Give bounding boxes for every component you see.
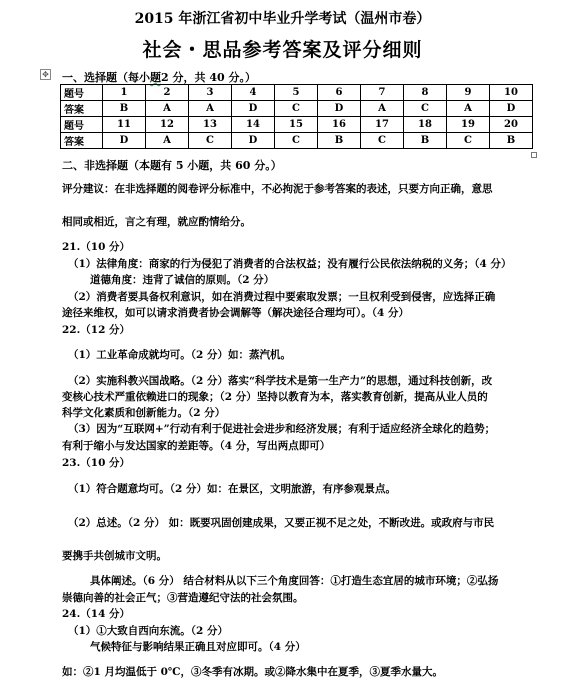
grading-advice-line-2: 相同或相近，言之有理，就应酌情给分。 [62,216,251,228]
q23-answer-2-line-1: （2）总述。（2 分） 如：既要巩固创建成果，又要正视不足之处，不断改进。或政府与市民 [68,517,495,529]
q22-answer-2-line-3: 科学文化素质和创新能力。（2 分） [62,407,226,419]
section-1-title-wavy: 题 [150,71,161,84]
q22-answer-3-line-2: 有利于缩小与发达国家的差距等。（4 分，写出两点即可） [62,440,331,452]
table-cell: C [404,101,447,117]
question-23-heading: 23.（10 分） [62,457,131,469]
q22-answer-2-line-2: 变核心技术严重依赖进口的现象；（2 分）坚持以教育为本，落实教育创新，提高从业人员的 [62,391,488,403]
q23-answer-3-line-1: 具体阐述。（6 分） 结合材料从以下三个角度回答：①打造生态宜居的城市环境；②弘扬 [90,575,499,587]
question-22-heading: 22.（12 分） [62,324,131,336]
table-cell: 3 [189,85,232,101]
table-cell: 8 [404,85,447,101]
table-cell: B [318,133,361,149]
table-cell: C [361,133,404,149]
table-cell: C [275,101,318,117]
q21-answer-2-line-1: （2）消费者要具备权利意识，如在消费过程中要索取发票；一旦权利受到侵害，应选择正确 [68,291,496,303]
q21-answer-1-line-2: 道德角度：违背了诚信的原则。（2 分） [90,274,275,286]
question-24-heading: 24.（14 分） [62,608,131,620]
table-cell: C [275,133,318,149]
table-cell: 5 [275,85,318,101]
table-row [61,85,533,101]
table-row [61,133,533,149]
table-cell: 9 [447,85,490,101]
table-cell: 10 [490,85,533,101]
table-cell: 7 [361,85,404,101]
table-cell: 2 [146,85,189,101]
table-cell: 20 [490,117,533,133]
table-row [61,101,533,117]
q21-answer-1-line-1: （1）法律角度：商家的行为侵犯了消费者的合法权益；没有履行公民依法纳税的义务；（4 分） [68,258,512,270]
table-cell: D [232,133,275,149]
table-cell: B [490,133,533,149]
section-2-title: 二、非选择题（本题有 5 小题，共 60 分。） [62,159,282,172]
table-cell: C [447,133,490,149]
table-header-cell: 答案 [61,101,103,117]
section-1-title [62,69,256,85]
table-cell: B [404,133,447,149]
table-cell: 15 [275,117,318,133]
table-cell: 13 [189,117,232,133]
grading-advice-line-1: 评分建议：在非选择题的阅卷评分标准中，不必拘泥于参考答案的表述，只要方向正确，意思 [62,183,493,195]
q22-answer-1: （1）工业革命成就均可。（2 分）如：蒸汽机。 [68,349,292,361]
section-1-title-suffix: 2 分，共 40 分。） [161,71,256,84]
table-cell: 11 [103,117,146,133]
q24-answer-1-line-1: （1）①大致自西向东流。（2 分） [68,625,229,637]
table-cell: 16 [318,117,361,133]
q24-answer-1-line-2: 气候特征与影响结果正确且对应即可。（4 分） [90,641,306,653]
table-cell: 18 [404,117,447,133]
q23-answer-2-line-2: 要携手共创城市文明。 [62,550,167,562]
move-table-icon[interactable]: ✥ [40,69,51,80]
table-cell: 1 [103,85,146,101]
question-21-heading: 21.（10 分） [62,241,131,253]
answer-table [60,84,533,149]
table-cell: A [146,133,189,149]
table-row [61,117,533,133]
q22-answer-2-line-1: （2）实施科教兴国战略。（2 分）落实“科学技术是第一生产力”的思想，通过科技创新，改 [68,375,493,387]
section-1-title-prefix: 一、选择题（每小 [62,71,150,84]
table-resize-handle[interactable] [531,152,537,158]
table-cell: A [189,101,232,117]
table-cell: 4 [232,85,275,101]
q21-answer-2-line-2: 途径来维权，如可以请求消费者协会调解等（解决途径合理均可）。（4 分） [62,307,409,319]
table-cell: C [189,133,232,149]
table-cell: 14 [232,117,275,133]
table-cell: A [361,101,404,117]
table-cell: A [146,101,189,117]
table-cell: B [103,101,146,117]
q22-answer-3-line-1: （3）因为“互联网+”行动有利于促进社会进步和经济发展；有利于适应经济全球化的趋势； [68,423,496,435]
document-title: 社会・思品参考答案及评分细则 [142,39,423,61]
table-cell: D [103,133,146,149]
table-cell: 17 [361,117,404,133]
table-cell: 12 [146,117,189,133]
exam-title: 2015 年浙江省初中毕业升学考试（温州市卷） [134,11,431,27]
table-header-cell: 题号 [61,85,103,101]
q24-answer-1-line-3: 如：②1 月均温低于 0℃，③冬季有冰期。或②降水集中在夏季，③夏季水量大。 [62,666,444,678]
q23-answer-1: （1）符合题意均可。（2 分）如：在景区，文明旅游，有序参观景点。 [68,483,397,495]
table-cell: A [447,101,490,117]
table-cell: D [232,101,275,117]
table-cell: 19 [447,117,490,133]
table-header-cell: 题号 [61,117,103,133]
table-cell: D [490,101,533,117]
table-cell: 6 [318,85,361,101]
q23-answer-3-line-2: 崇德向善的社会正气；③营造遵纪守法的社会氛围。 [62,592,304,604]
table-header-cell: 答案 [61,133,103,149]
table-cell: D [318,101,361,117]
